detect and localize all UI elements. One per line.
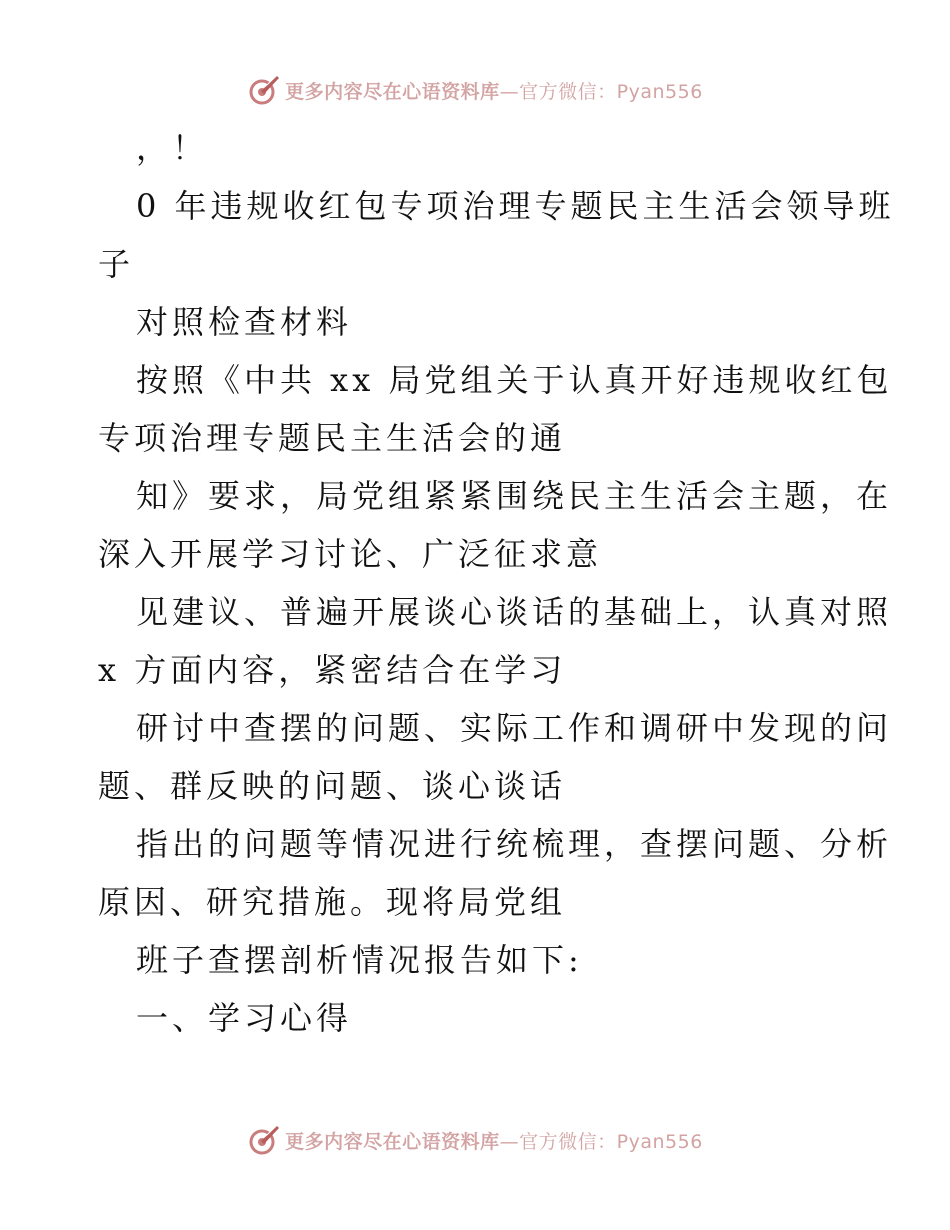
document-title-line-1: 0 年违规收红包专项治理专题民主生活会领导班 [136, 187, 895, 225]
paragraph-line: x 方面内容，紧密结合在学习 [98, 651, 567, 689]
watermark-dash: — [499, 80, 520, 103]
watermark-brand: 更多内容尽在心语资料库 [285, 80, 500, 103]
document-title-line-2: 子 [98, 245, 135, 283]
paragraph-line: 题、群反映的问题、谈心谈话 [98, 767, 567, 805]
watermark-text [285, 77, 703, 104]
paragraph-line: 见建议、普遍开展谈心谈话的基础上，认真对照 [136, 593, 893, 631]
paragraph-line: 按照《中共 xx 局党组关于认真开好违规收红包 [136, 361, 893, 399]
watermark-contact: 官方微信：Pyan556 [519, 80, 703, 103]
paragraph-line: 研讨中查摆的问题、实际工作和调研中发现的问 [136, 709, 893, 747]
quill-logo-icon [247, 73, 281, 107]
paragraph-line: 专项治理专题民主生活会的通 [98, 419, 567, 457]
paragraph-line: 指出的问题等情况进行统梳理，查摆问题、分析 [136, 825, 893, 863]
header-watermark [0, 70, 950, 110]
section-heading: 一、学习心得 [136, 999, 353, 1037]
paragraph-line: 原因、研究措施。现将局党组 [98, 883, 567, 921]
watermark-contact: 官方微信：Pyan556 [519, 1130, 703, 1153]
document-body [98, 125, 895, 1053]
paragraph-line: ，！ [136, 129, 209, 167]
paragraph-line: 班子查摆剖析情况报告如下: [136, 941, 583, 979]
quill-logo-icon [247, 1123, 281, 1157]
document-subtitle: 对照检查材料 [136, 303, 353, 341]
watermark-brand: 更多内容尽在心语资料库 [285, 1130, 500, 1153]
paragraph-line: 深入开展学习讨论、广泛征求意 [98, 535, 603, 573]
footer-watermark [0, 1120, 950, 1160]
watermark-text [285, 1127, 703, 1154]
watermark-dash: — [499, 1130, 520, 1153]
paragraph-line: 知》要求，局党组紧紧围绕民主生活会主题，在 [136, 477, 893, 515]
